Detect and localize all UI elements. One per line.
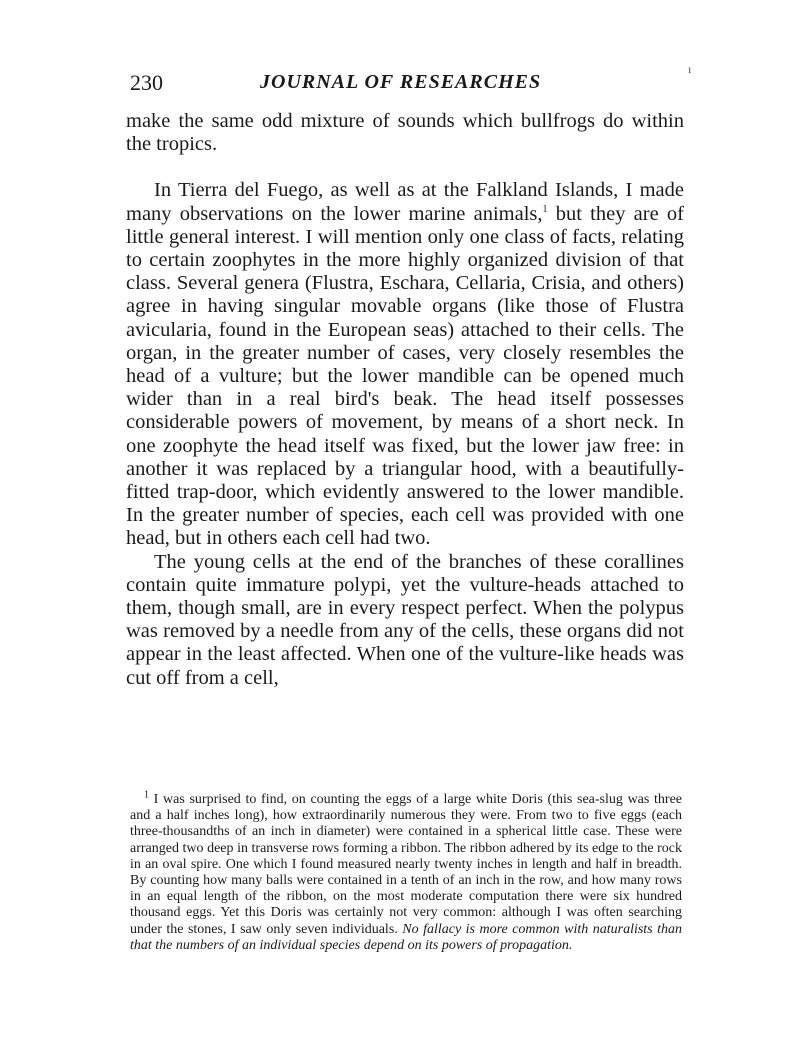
footnote-reference: 1 (542, 203, 548, 215)
paragraph-1-text-end: but they are of little general interest. I will mention only one class of facts, relating to certain zoophytes in the more highly organized division of that class. Several genera (Flustra, Eschara, Cellaria, Crisia, and others) agree in having singular movable organs (like those of Flustra avicularia, found in the European seas) attached to their cells. The organ, in the greater number of cases, very closely resembles the head of a vulture; but the lower mandible can be opened much wider than in a real bird's beak. The head itself possesses considerable powers of movement, by means of a short neck. In one zoophyte the head itself was fixed, but the lower jaw free: in another it was replaced by a triangular hood, with a beautifully-fitted trap-door, which evidently answered to the lower mandible. In the greater number of species, each cell was provided with one head, but in others each cell had two. (126, 202, 684, 550)
footnote-mark: 1 (144, 789, 149, 801)
paragraph-continued: make the same odd mixture of sounds which bullfrogs do within the tropics. (126, 110, 684, 156)
paragraph-2: The young cells at the end of the branches of these corallines contain quite immature polypi, yet the vulture-heads attached to them, though small, are in every respect perfect. When the polypus was removed by a needle from any of the cells, these organs did not appear in the least affected. When one of the vulture-like heads was cut off from a cell, (126, 550, 684, 689)
footnote-paragraph (130, 789, 683, 954)
scan-speck: ı (688, 62, 692, 76)
page-number: 230 (130, 70, 163, 95)
page-header (130, 70, 682, 100)
running-head: JOURNAL OF RESEARCHES (260, 71, 542, 93)
footnote-text: I was surprised to find, on counting the eggs of a large white Doris (this sea-slug was three and a half inches long), how extraordinarily numerous they were. From two to five eggs (each three-thousandths of an inch in diameter) were contained in a spherical little case. These were arranged two deep in transverse rows forming a ribbon. The ribbon adhered by its edge to the rock in an oval spire. One which I found measured nearly twenty inches in length and half in breadth. By counting how many balls were contained in a tenth of an inch in the row, and how many rows in an equal length of the ribbon, on the most moderate computation there were six hundred thousand eggs. Yet this Doris was certainly not very common: although I was often searching under the stones, I saw only seven individuals. (130, 792, 682, 937)
footnote-italic-text: No fallacy is more common with naturalists than that the numbers of an individual species depend on its powers of propagation. (130, 921, 683, 953)
paragraph-1 (126, 179, 684, 550)
body-text (126, 110, 684, 690)
paragraph-1-text-start: In Tierra del Fuego, as well as at the Falkland Islands, I made many observations on the lower marine animals, (126, 179, 684, 225)
footnote (130, 789, 683, 954)
